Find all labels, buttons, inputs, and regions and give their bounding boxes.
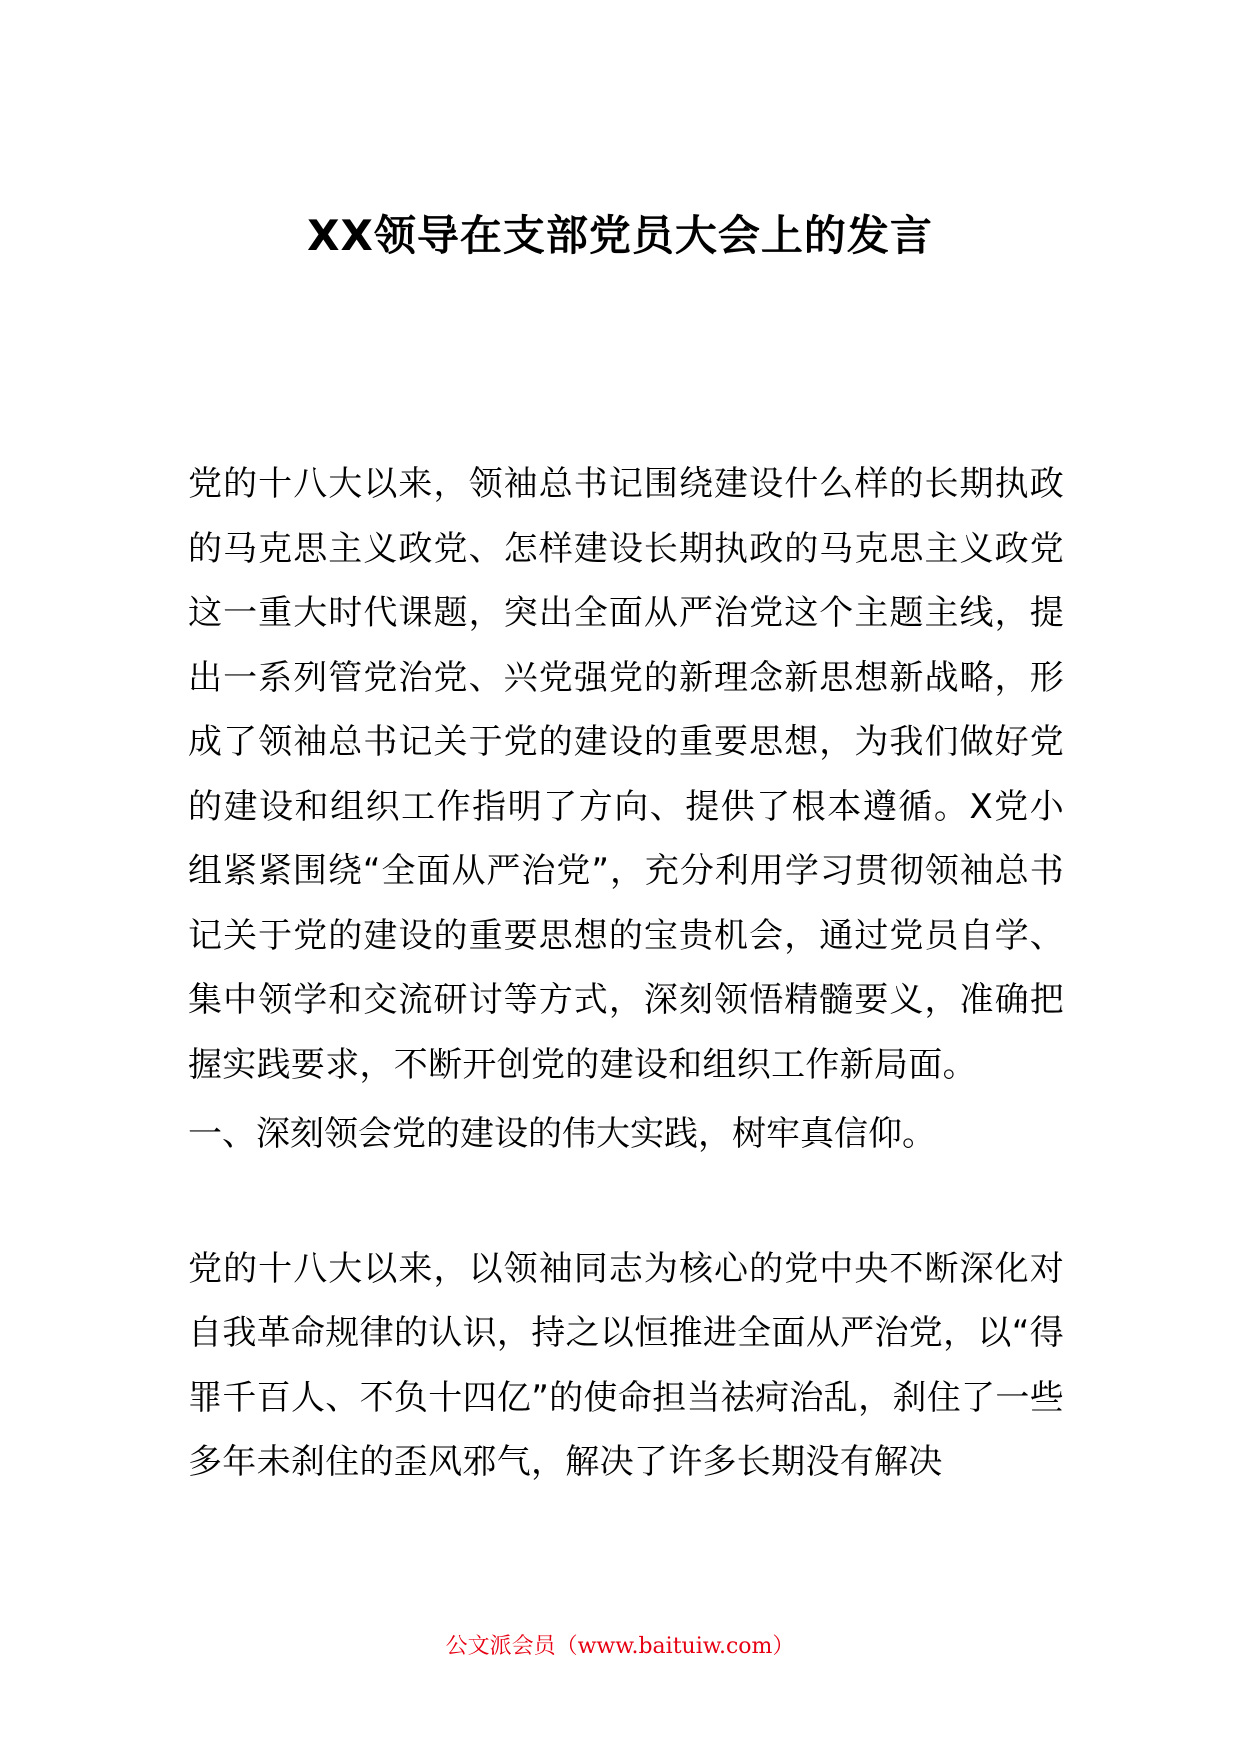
document-body [188,452,1064,1495]
intro-paragraph: 党的十八大以来，领袖总书记围绕建设什么样的长期执政的马克思主义政党、怎样建设长期执政的马克思主义政党这一重大时代课题，突出全面从严治党这个主题主线，提出一系列管党治党、兴党强党的新理念新思想新战略，形成了领袖总书记关于党的建设的重要思想，为我们做好党的建设和组织工作指明了方向、提供了根本遵循。X党小组紧紧围绕“全面从严治党”，充分利用学习贯彻领袖总书记关于党的建设的重要思想的宝贵机会，通过党员自学、集中领学和交流研讨等方式，深刻领悟精髓要义，准确把握实践要求，不断开创党的建设和组织工作新局面。 [188,464,1064,1085]
section-heading: 一、深刻领会党的建设的伟大实践，树牢真信仰。 [188,1114,936,1154]
document-title: XX领导在支部党员大会上的发言 [307,211,933,260]
footer-watermark: 公文派会员（www.baituiw.com） [445,1634,795,1659]
section-body-paragraph: 党的十八大以来，以领袖同志为核心的党中央不断深化对自我革命规律的认识，持之以恒推进全面从严治党，以“得罪千百人、不负十四亿”的使命担当祛疴治乱，刹住了一些多年未刹住的歪风邪气，解决了许多长期没有解决 [188,1248,1064,1482]
paragraph-spacer [188,1167,1064,1237]
